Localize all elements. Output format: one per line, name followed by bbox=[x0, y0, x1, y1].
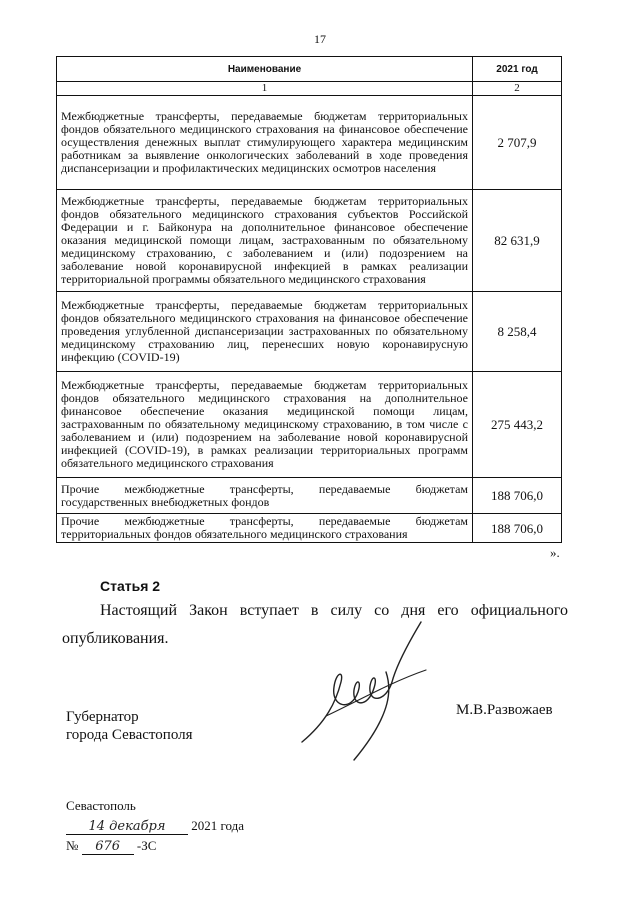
row-value: 188 706,0 bbox=[473, 478, 562, 514]
closing-quote: ». bbox=[550, 545, 560, 560]
column-header-year: 2021 год bbox=[473, 57, 562, 82]
column-number-2: 2 bbox=[473, 82, 562, 96]
row-value: 2 707,9 bbox=[473, 96, 562, 190]
signer-name: М.В.Развожаев bbox=[456, 702, 553, 718]
table-row bbox=[57, 292, 562, 372]
table-header-row bbox=[57, 57, 562, 82]
handwritten-number: 676 bbox=[82, 840, 134, 855]
handwritten-signature bbox=[296, 612, 446, 762]
table-row bbox=[57, 478, 562, 514]
row-name: Межбюджетные трансферты, передаваемые бюджетам территориальных фондов обязательного медицинского страхования на финансовое обеспечение осуществления денежных выплат стимулирующего характера медицинским работникам за выявление онкологических заболеваний в ходе проведения диспансеризации и профилактических медицинских осмотров населения bbox=[57, 96, 473, 190]
column-number-1: 1 bbox=[57, 82, 473, 96]
row-value: 8 258,4 bbox=[473, 292, 562, 372]
row-value: 82 631,9 bbox=[473, 190, 562, 292]
row-value: 275 443,2 bbox=[473, 372, 562, 478]
table-row bbox=[57, 514, 562, 543]
column-number-row bbox=[57, 82, 562, 96]
row-name: Межбюджетные трансферты, передаваемые бюджетам территориальных фондов обязательного медицинского страхования субъектов Российской Федерации и г. Байконура на дополнительное финансовое обеспечение оказания медицинской помощи лицам, застрахованным по обязательному медицинскому страхованию, с заболеванием и (или) подозрением на заболевание новой коронавирусной инфекцией в рамках реализации территориальной программы обязательного медицинского страхования bbox=[57, 190, 473, 292]
signer-title-line2: города Севастополя bbox=[66, 727, 193, 743]
city: Севастополь bbox=[66, 798, 136, 813]
page-number: 17 bbox=[314, 32, 326, 46]
row-value: 188 706,0 bbox=[473, 514, 562, 543]
table-row bbox=[57, 372, 562, 478]
column-header-name: Наименование bbox=[57, 57, 473, 82]
handwritten-date: 14 декабря bbox=[66, 820, 188, 835]
table-row bbox=[57, 190, 562, 292]
signer-title-line1: Губернатор bbox=[66, 709, 139, 725]
table-row bbox=[57, 96, 562, 190]
budget-table bbox=[56, 56, 562, 543]
row-name: Прочие межбюджетные трансферты, передаваемые бюджетам государственных внебюджетных фондов bbox=[57, 478, 473, 514]
row-name: Прочие межбюджетные трансферты, передаваемые бюджетам территориальных фондов обязательного медицинского страхования bbox=[57, 514, 473, 543]
signer-title bbox=[66, 708, 193, 744]
date-line bbox=[66, 816, 326, 836]
number-prefix: № bbox=[66, 838, 79, 853]
number-line bbox=[66, 836, 326, 856]
place-date-block bbox=[66, 796, 326, 856]
article-title: Статья 2 bbox=[100, 578, 161, 594]
number-suffix: -ЗС bbox=[136, 838, 157, 853]
date-year: 2021 года bbox=[191, 818, 245, 833]
row-name: Межбюджетные трансферты, передаваемые бюджетам территориальных фондов обязательного медицинского страхования на финансовое обеспечение проведения углубленной диспансеризации застрахованных по обязательному медицинскому страхованию лиц, перенесших новую коронавирусную инфекцию (COVID-19) bbox=[57, 292, 473, 372]
article-text: Настоящий Закон вступает в силу со дня его официального опубликования. bbox=[62, 602, 568, 647]
row-name: Межбюджетные трансферты, передаваемые бюджетам территориальных фондов обязательного медицинского страхования на дополнительное финансовое обеспечение оказания медицинской помощи лицам, застрахованным по обязательному медицинскому страхованию, в том числе с заболеванием и (или) подозрением на заболевание новой коронавирусной инфекцией (COVID-19), в рамках реализации территориальных программ обязательного медицинского страхования bbox=[57, 372, 473, 478]
